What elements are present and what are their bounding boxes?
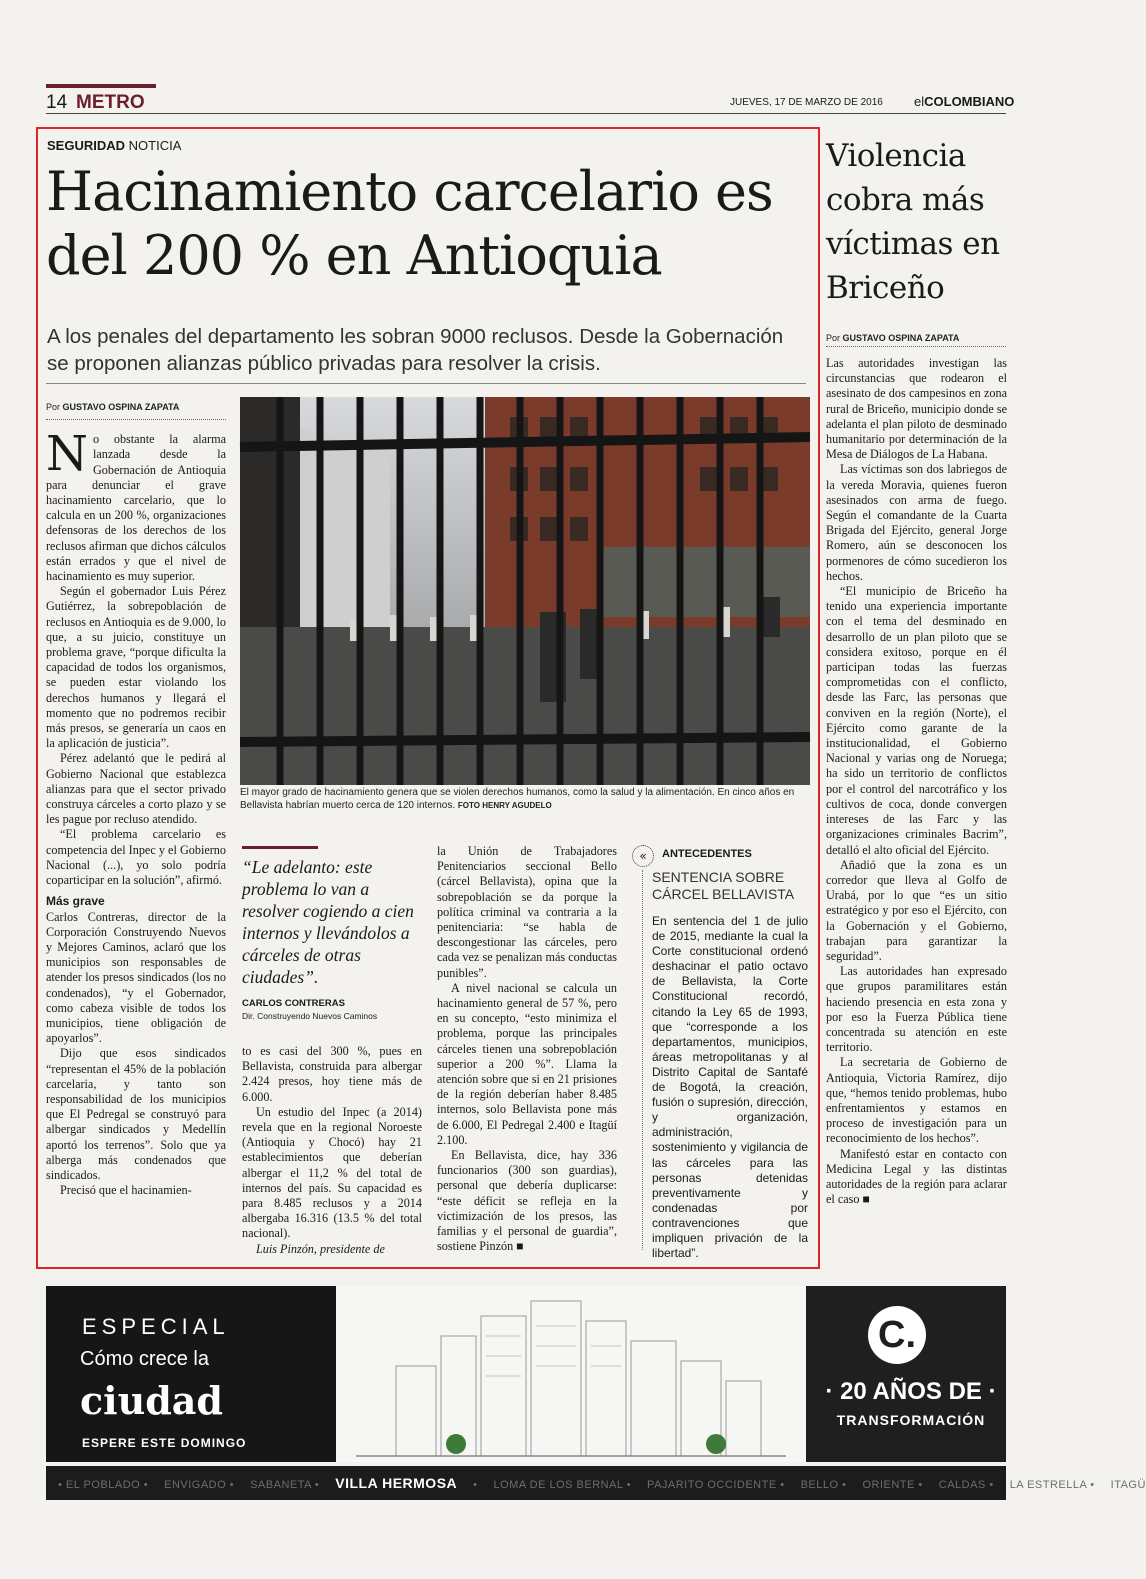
side-byline-rule bbox=[826, 346, 1006, 347]
kicker-section: SEGURIDAD bbox=[47, 138, 126, 153]
paragraph: Las víctimas son dos labriegos de la vereda Moravia, quienes fueron asesinados con arma de fuego. Según el comandante de la Cuarta Brigada del Ejército, general Jorge Romero, aún se desconocen los pormenores de cómo sucedieron los hechos. bbox=[826, 462, 1007, 583]
page-number: 14 bbox=[46, 92, 68, 113]
strip-item: ENVIGADO • bbox=[164, 1479, 235, 1491]
section-name: METRO bbox=[76, 92, 145, 113]
byline-prefix: Por bbox=[826, 333, 841, 343]
paragraph: A nivel nacional se calcula un hacinamiento general de 57 %, pero en su concepto, “esto minimiza el problema, porque las principales cárceles tienen una sobrepoblación superior a 200 %”. Llama la atención sobre que si en 21 prisiones de la región deberían haber 8.485 internos, solo Bellavista pone más de 6.000, El Pedregal 2.400 e Itagüí 2.100. bbox=[437, 980, 617, 1147]
antecedentes-text: En sentencia del 1 de julio de 2015, mediante la cual la Corte constitucional ordenó deshacinar el patio octavo de Bellavista, la Corte Constitucional recordó, citando la Ley 65 de 1993, que “corresponde a los departamentos, municipios, áreas metropolitanas y al Distrito Capital de Santafé de Bogotá, la creación, fusión o supresión, dirección, y organización, administración, sostenimiento y vigilancia de las cárceles para las personas detenidas preventivamente y condenadas por contravenciones que impliquen privación de la libertad”. bbox=[652, 914, 808, 1261]
quote-author: CARLOS CONTRERAS bbox=[242, 998, 345, 1009]
paragraph: la Unión de Trabajadores Penitenciarios seccional Bello (cárcel Bellavista), opina que la sobrepoblación se da porque la política criminal va contraria a la penitenciaria: “se habla de descongestionar las cárceles, pero cada vez se penalizan más conductas punibles”. bbox=[437, 844, 617, 980]
article-column-3 bbox=[437, 844, 617, 1254]
caption-text: El mayor grado de hacinamiento genera que se violen derechos humanos, como la salud y la alimentación. En cinco años en Bellavista habrían muerto cerca de 120 internos. bbox=[240, 787, 795, 811]
quote-author-role: Dir. Construyendo Nuevos Caminos bbox=[242, 1011, 378, 1021]
strip-item: CALDAS • bbox=[938, 1479, 994, 1491]
ad-especial: ESPECIAL bbox=[82, 1314, 230, 1339]
chevron-left-icon: « bbox=[632, 845, 654, 867]
ad-transformacion: TRANSFORMACIÓN bbox=[836, 1412, 986, 1428]
drop-cap: N bbox=[46, 426, 88, 483]
el-colombiano-logo: C. bbox=[868, 1306, 926, 1364]
article-byline bbox=[46, 400, 226, 415]
photo-credit: FOTO HENRY AGUDELO bbox=[457, 801, 552, 810]
strip-item: LA ESTRELLA • bbox=[1009, 1479, 1095, 1491]
paragraph: Dijo que esos sindicados “representan el 45% de la población carcelaria, y tanto son responsabilidad de los municipios que El Pedregal se construyó para albergar sindicados y Medellín aportó los terrenos”. Solo que ya alberga más condenados que sindicados. bbox=[46, 1046, 226, 1182]
paragraph: Las autoridades han expresado que grupos paramilitares están haciendo presencia en esta zona y por eso la Fuerza Pública tiene concentrada su atención en este territorio. bbox=[826, 964, 1007, 1055]
strip-item-highlight: VILLA HERMOSA bbox=[335, 1475, 458, 1491]
photo-caption bbox=[240, 786, 810, 812]
paragraph: Un estudio del Inpec (a 2014) revela que en la regional Noroeste (Antioquia y Chocó) hay 21 establecimientos que deberían albergar el 11,2 % del total de internos del país. Su capacidad es para 8.485 reclusos y a 2014 albergaba 16.316 (13.5 % del total nacional). bbox=[242, 1104, 422, 1241]
strip-item: PAJARITO OCCIDENTE • bbox=[647, 1479, 785, 1491]
byline-name: GUSTAVO OSPINA ZAPATA bbox=[842, 333, 960, 343]
side-article-body bbox=[826, 356, 1007, 1207]
header-accent-bar bbox=[46, 84, 156, 88]
ad-20-anos: · 20 AÑOS DE · bbox=[825, 1378, 997, 1405]
brand-name: COLOMBIANO bbox=[924, 94, 1015, 109]
city-skyline-illustration bbox=[336, 1286, 806, 1462]
page-header bbox=[46, 84, 1015, 114]
strip-item: • bbox=[473, 1479, 478, 1491]
antecedentes-title: SENTENCIA SOBRE CÁRCEL BELLAVISTA bbox=[652, 869, 795, 902]
antecedentes-label: ANTECEDENTES bbox=[662, 848, 752, 860]
paragraph: Precisó que el hacinamien- bbox=[60, 1183, 192, 1198]
strip-item: ORIENTE • bbox=[862, 1479, 923, 1491]
antecedentes-divider bbox=[642, 870, 643, 1250]
special-edition-ad bbox=[46, 1286, 1006, 1462]
prison-photo bbox=[240, 397, 810, 785]
paragraph: to es casi del 300 %, pues en Bellavista, construida para albergar 2.424 presos, hoy tiene más de 6.000. bbox=[242, 1044, 422, 1104]
ad-como-crece: Cómo crece la bbox=[80, 1348, 209, 1370]
kicker-type: NOTICIA bbox=[128, 138, 182, 153]
paragraph: “El problema carcelario es competencia del Inpec y el Gobierno Nacional (...), yo solo podría coparticipar en la solución”, afirmó. bbox=[46, 827, 226, 888]
strip-item: SABANETA • bbox=[250, 1479, 320, 1491]
byline-name: GUSTAVO OSPINA ZAPATA bbox=[62, 402, 180, 412]
brand-prefix: el bbox=[914, 94, 925, 109]
prison-gate-illustration bbox=[240, 397, 810, 785]
strip-item: LOMA DE LOS BERNAL • bbox=[493, 1479, 632, 1491]
ad-neighborhood-strip bbox=[46, 1466, 1146, 1500]
strip-item: ITAGÜ bbox=[1110, 1479, 1146, 1491]
strip-item: • EL POBLADO • bbox=[58, 1479, 149, 1491]
paragraph-text: o obstante la alarma lanzada desde la Gobernación de Antioquia para denunciar el grave hacinamiento carcelario, que lo calcula en un 200 %, organizaciones defensoras de los derechos de los reclusos afirman que dichos cálculos están errados y que el nivel de hacinamiento es muy superior. bbox=[46, 432, 226, 584]
paragraph: Según el gobernador Luis Pérez Gutiérrez, la sobrepoblación de reclusos en Antioquia es de 9.000, lo que, a su juicio, constituye un problema grave, “porque dificulta la capacidad de todos los organismos, se pueden estar violando los derechos humanos y llegará el momento que no podremos recibir más presos, se generaría un caos en la aplicación de justicia”. bbox=[46, 584, 226, 751]
issue-date: JUEVES, 17 DE MARZO DE 2016 bbox=[730, 97, 883, 108]
article-column-1 bbox=[46, 400, 226, 1198]
strip-item: BELLO • bbox=[800, 1479, 847, 1491]
paragraph: Las autoridades investigan las circunstancias que rodearon el asesinato de dos campesinos en zona rural de Briceño, municipio donde se adelanta el plan piloto de desminado humanitario por determinación de la Mesa de Diálogos de La Habana. bbox=[826, 356, 1007, 462]
ad-espere-domingo: ESPERE ESTE DOMINGO bbox=[82, 1436, 247, 1450]
newspaper-brand bbox=[914, 94, 1014, 109]
article-column-2 bbox=[242, 1044, 422, 1257]
paragraph: En Bellavista, dice, hay 336 funcionarios (300 son guardias), personal que debería duplicarse: “este déficit se refleja en la victimización de los presos, las familias y el personal de guardia”, sostiene Pinzón ■ bbox=[437, 1148, 617, 1254]
paragraph: Añadió que la zona es un corredor que lleva al Golfo de Urabá, por lo que “es un sitio estratégico y por eso el Ejército, con la Gobernación y el Gobierno, trabajan para garantizar la seguridad”. bbox=[826, 857, 1007, 963]
byline-prefix: Por bbox=[46, 402, 61, 412]
subhead-rule bbox=[46, 383, 806, 384]
paragraph: “El municipio de Briceño ha tenido una experiencia importante con el tema del desminado en desarrollo de un plan piloto que se considera exitoso, porque en él participan todas las fuerzas comprometidas con el conflicto, desde las Farc, las personas que conviven en la región (Norte), el Ejército como garante de la institucionalidad, el Gobierno Nacional y varias ong de Noruega; ha sido un territorio de conflictos por el control del narcotráfico y los cultivos de coca, donde convergen intereses de las Farc y las organizaciones criminales Bacrim”, detalló el alto oficial del Ejército. bbox=[826, 584, 1007, 857]
paragraph: Manifestó estar en contacto con Medicina Legal y las distintas autoridades de la región para aclarar el caso ■ bbox=[826, 1146, 1007, 1207]
section-subhead: Más grave bbox=[46, 894, 105, 909]
paragraph: La secretaria de Gobierno de Antioquia, Victoria Ramírez, dijo que, “hemos tenido problemas, hubo enfrentamientos y estamos en proceso de investigación para un reconocimiento de los hechos”. bbox=[826, 1055, 1007, 1146]
header-rule bbox=[46, 113, 1006, 114]
byline-rule bbox=[46, 419, 226, 420]
pull-quote: “Le adelanto: este problema lo van a resolver cogiendo a cien internos y llevándolos a cárceles de otras ciudades”. bbox=[242, 857, 414, 987]
side-article-byline bbox=[826, 333, 959, 343]
quote-accent-bar bbox=[242, 846, 318, 849]
paragraph bbox=[46, 426, 226, 584]
paragraph: Carlos Contreras, director de la Corporación Construyendo Nuevos y Mejores Caminos, aclaró que los municipios son responsables de atender los presos sindicados (los no condenados), “y el Gobernador, como cabeza visible de todos los municipios, tiene obligación de apoyarlos”. bbox=[46, 909, 226, 1046]
skyline-drawing bbox=[336, 1286, 806, 1462]
paragraph: Pérez adelantó que le pedirá al Gobierno Nacional que establezca alianzas para que el sector privado construya cárceles a corto plazo y se les pague por recluso atendido. bbox=[46, 751, 226, 827]
paragraph: Luis Pinzón, presidente de bbox=[256, 1241, 385, 1256]
article-headline: Hacinamiento carcelario es del 200 % en Antioquia bbox=[46, 160, 773, 287]
ad-ciudad: ciudad bbox=[80, 1378, 223, 1423]
article-subhead: A los penales del departamento les sobran 9000 reclusos. Desde la Gobernación se proponen alianzas público privadas para resolver la crisis. bbox=[47, 325, 784, 375]
side-article-headline: Violencia cobra más víctimas en Briceño bbox=[826, 138, 1000, 306]
article-kicker bbox=[47, 138, 181, 153]
